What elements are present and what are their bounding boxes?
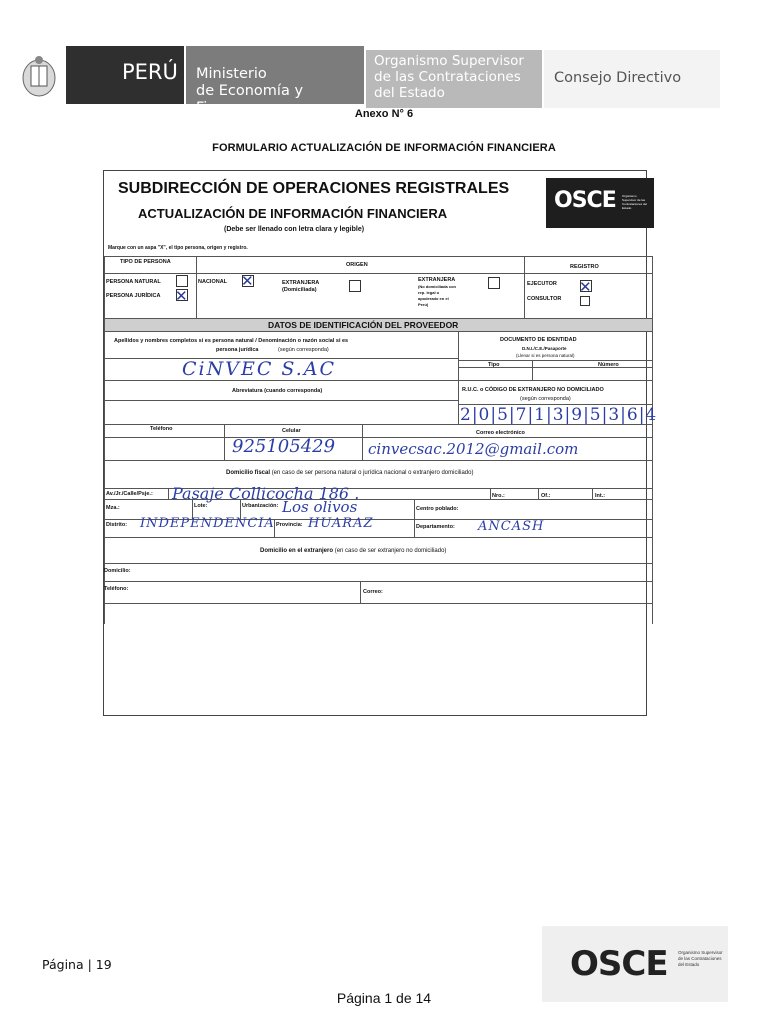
domicilio-label: Domicilio: xyxy=(104,568,131,574)
nro-label: Nro.: xyxy=(492,493,505,499)
extranjera-nodom-label1: EXTRANJERA xyxy=(418,277,456,283)
correo-label: Correo electrónico xyxy=(476,430,525,436)
extranjera-dom-label1: EXTRANJERA xyxy=(282,280,320,286)
persona-juridica-label: PERSONA JURÍDICA xyxy=(106,293,161,299)
document-title: FORMULARIO ACTUALIZACIÓN DE INFORMACIÓN FINANCIERA xyxy=(212,142,556,154)
check-mark-icon: ✕ xyxy=(241,272,254,290)
ruc-sub: (según corresponda) xyxy=(520,396,571,402)
ejecutor-checkbox[interactable] xyxy=(579,278,592,296)
osce-form-logo-text: OSCE xyxy=(554,188,616,213)
persona-natural-checkbox[interactable] xyxy=(176,275,188,287)
form-title1: SUBDIRECCIÓN DE OPERACIONES REGISTRALES xyxy=(118,180,510,197)
domicilio-fiscal-row xyxy=(226,470,473,476)
distrito-field[interactable]: INDEPENDENCIA xyxy=(140,516,275,531)
coat-of-arms-icon xyxy=(16,52,62,100)
correo2-label: Correo: xyxy=(363,589,383,595)
departamento-label: Departamento: xyxy=(416,524,455,530)
check-mark-icon: ✕ xyxy=(175,287,188,305)
av-label: Av./Jr./Calle/Psje.: xyxy=(106,491,153,497)
provincia-label: Provincia: xyxy=(276,522,303,528)
osce-footer-logo-text: OSCE xyxy=(570,944,668,984)
section-datos-title: DATOS DE IDENTIFICACIÓN DEL PROVEEDOR xyxy=(268,320,459,330)
apellidos-label1: Apellidos y nombres completos si es persona natural / Denominación o razón social si es xyxy=(114,338,349,344)
doc-identidad-sub: D.N.I./C.E./Pasaporte xyxy=(522,346,567,351)
consultor-label: CONSULTOR xyxy=(527,296,562,302)
ministry-line1: Ministerio xyxy=(196,66,267,82)
extranjera-nodom-label3: rep. legal o xyxy=(418,290,440,295)
urb-label: Urbanización: xyxy=(242,503,279,509)
extranjera-nodom-label5: Perú) xyxy=(418,302,429,307)
nacional-label: NACIONAL xyxy=(198,279,228,285)
origen-header: ORIGEN xyxy=(346,262,368,268)
form-subtitle: (Debe ser llenado con letra clara y legible) xyxy=(224,226,365,233)
int-label: Int.: xyxy=(595,493,606,499)
telefono2-label: Teléfono: xyxy=(104,586,129,592)
ruc-label: R.U.C. o CÓDIGO DE EXTRANJERO NO DOMICILIADO xyxy=(462,387,604,393)
urbanizacion-field[interactable]: Los olivos xyxy=(282,498,358,516)
tipo-label: Tipo xyxy=(488,362,500,368)
doc-identidad-title: DOCUMENTO DE IDENTIDAD xyxy=(500,337,577,343)
extranjera-domiciliada-checkbox[interactable] xyxy=(349,280,361,292)
form-title2: ACTUALIZACIÓN DE INFORMACIÓN FINANCIERA xyxy=(138,206,448,221)
dom-ext-row xyxy=(260,548,446,554)
extranjera-nodom-label4: apoderado en el xyxy=(418,296,449,301)
doc-identidad-note: (Llenar si es persona natural) xyxy=(516,353,575,358)
apellidos-label3: (según corresponda) xyxy=(278,347,329,353)
of-label: Of.: xyxy=(541,493,551,499)
av-field[interactable]: Pasaje Collicocha 186 . xyxy=(172,484,360,503)
provincia-field[interactable]: HUARAZ xyxy=(308,516,374,531)
dom-ext-label: Domicilio en el extranjero xyxy=(260,548,334,554)
domicilio-fiscal-label: Domicilio fiscal xyxy=(226,470,271,476)
anexo-label: Anexo N° 6 xyxy=(354,108,414,120)
osce-line2: de las Contrataciones xyxy=(374,69,521,85)
ejecutor-label: EJECUTOR xyxy=(527,281,557,287)
tipo-persona-header: TIPO DE PERSONA xyxy=(120,259,171,265)
consejo-block xyxy=(544,50,720,108)
persona-natural-label: PERSONA NATURAL xyxy=(106,279,161,285)
osce-block xyxy=(366,50,542,108)
extranjera-dom-label2: (Domiciliada) xyxy=(282,287,317,293)
centro-poblado-label: Centro poblado: xyxy=(416,506,459,512)
dom-ext-note: (en caso de ser extranjero no domiciliado) xyxy=(334,548,447,554)
instructions-note: Marque con un aspa "X", el tipo persona, origen y registro. xyxy=(108,245,248,251)
abreviatura-label: Abreviatura (cuando corresponda) xyxy=(232,388,323,394)
nacional-checkbox[interactable] xyxy=(241,272,254,290)
ruc-field[interactable]: 2|0|5|7|1|3|9|5|3|6|4 xyxy=(460,405,658,425)
domicilio-fiscal-note: (en caso de ser persona natural o jurídica nacional o extranjero domiciliado) xyxy=(271,470,474,476)
check-mark-icon: ✕ xyxy=(579,278,592,296)
registro-header: REGISTRO xyxy=(570,264,599,270)
osce-line1: Organismo Supervisor xyxy=(374,53,524,69)
osce-footer-logo-small: Organismo Supervisor de las Contrataciones del Estado xyxy=(678,950,723,967)
razon-social-field[interactable]: CiNVEC S.AC xyxy=(182,358,337,380)
peru-logo-block xyxy=(66,46,184,104)
telefono-label: Teléfono xyxy=(150,426,173,432)
numero-label: Número xyxy=(598,362,619,368)
persona-juridica-checkbox[interactable] xyxy=(175,287,188,305)
consejo-label: Consejo Directivo xyxy=(554,70,682,86)
page-number-label: Página | 19 xyxy=(42,957,112,972)
ministry-line2: de Economía y Finanzas xyxy=(196,83,304,116)
departamento-field[interactable]: ANCASH xyxy=(478,519,545,534)
mza-label: Mza.: xyxy=(106,505,120,511)
distrito-label: Distrito: xyxy=(106,522,128,528)
lote-label: Lote: xyxy=(194,503,208,509)
page-of-label: Página 1 de 14 xyxy=(336,990,432,1006)
extranjera-nodom-label2: (No domiciliada con xyxy=(418,284,457,289)
celular-field[interactable]: 925105429 xyxy=(232,436,336,457)
correo-field[interactable]: cinvecsac.2012@gmail.com xyxy=(368,440,579,458)
osce-form-logo-small: Organismo Supervisor de las Contrataciones del Estado xyxy=(622,194,648,210)
consultor-checkbox[interactable] xyxy=(580,296,590,306)
celular-label: Celular xyxy=(282,428,301,434)
osce-line3: del Estado xyxy=(374,85,445,101)
apellidos-label2: persona jurídica xyxy=(216,347,259,353)
peru-label: PERÚ xyxy=(122,60,178,84)
extranjera-no-domiciliada-checkbox[interactable] xyxy=(488,277,500,289)
ministry-block xyxy=(186,46,364,116)
osce-form-logo xyxy=(546,178,654,228)
